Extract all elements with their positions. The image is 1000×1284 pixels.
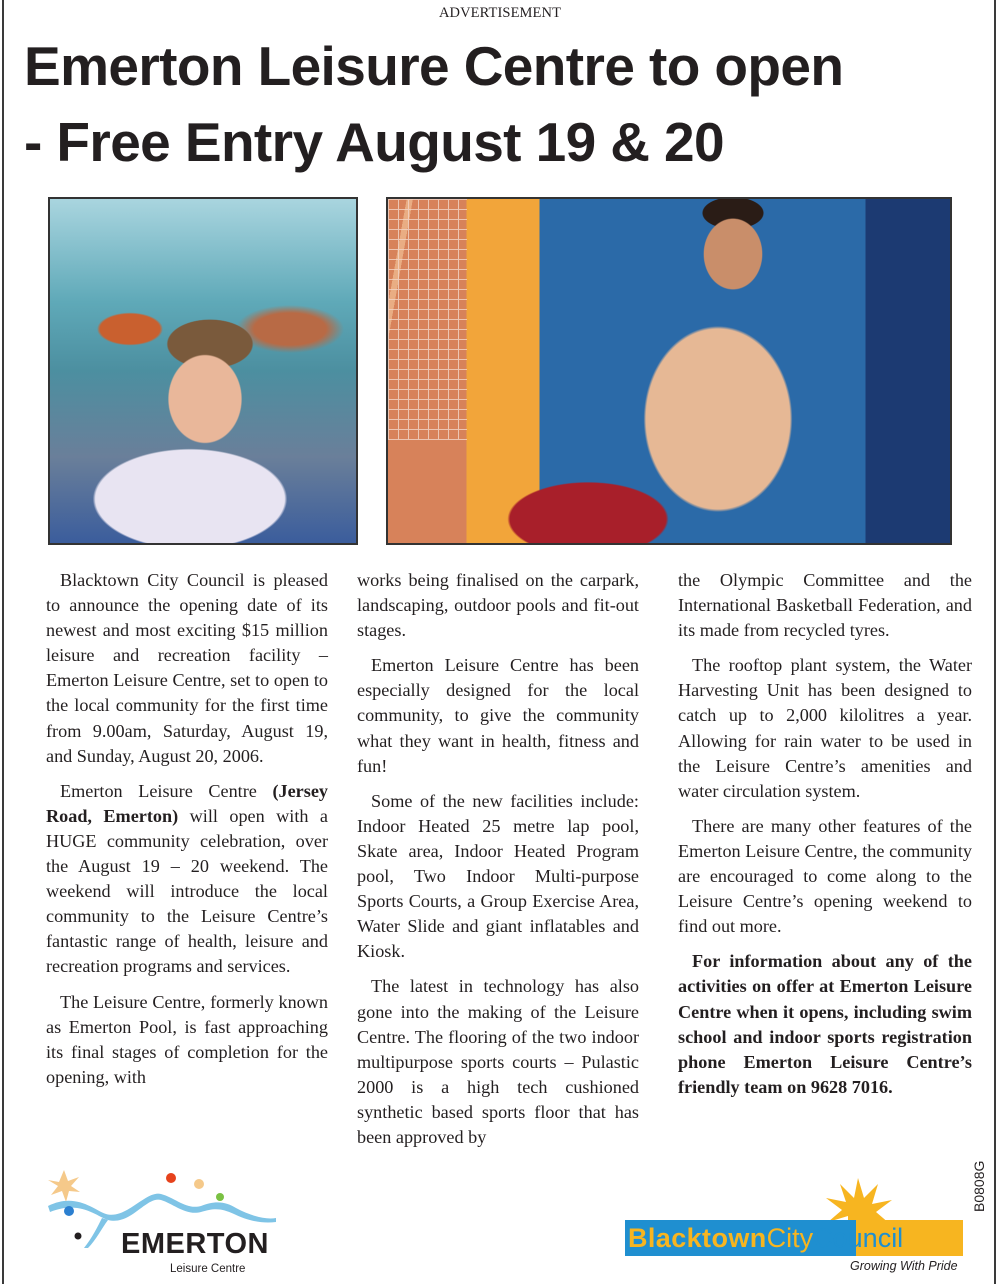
photo-boy-on-water-slide [386,197,952,545]
logo-word-blacktown: Blacktown [628,1223,767,1253]
ad-code: B0808G [971,1160,987,1212]
paragraph: The Leisure Centre, formerly known as Emerton Pool, is fast approaching its final stages of completion for the opening, with [46,991,328,1087]
text: Emerton Leisure Centre [60,780,273,801]
article-column-3 [678,568,972,1110]
paragraph: Some of the new facilities include: Indoor Heated 25 metre lap pool, Skate area, Indoor Heated Program pool, Two Indoor Multi-purpose Sports Courts, a Group Exercise Area, Water Slide and giant inflatables and Kiosk. [357,790,639,962]
logo-word-city: City [766,1223,814,1253]
paragraph: the Olympic Committee and the International Basketball Federation, and its made from recycled tyres. [678,570,972,641]
headline-line-2: - Free Entry August 19 & 20 [24,111,725,173]
headline-line-1: Emerton Leisure Centre to open [24,35,844,97]
photo-girl-in-pool [48,197,358,545]
logo-word-council: Council [813,1223,904,1253]
paragraph: Blacktown City Council is pleased to announce the opening date of its newest and most exciting $15 million leisure and recreation facility – Emerton Leisure Centre, set to open to the local community for the first time from 9.00am, Saturday, August 19, and Sunday, August 20, 2006. [46,570,328,766]
paragraph: Emerton Leisure Centre has been especially designed for the local community, to give the community what they want in health, fitness and fun! [357,655,639,776]
paragraph: The rooftop plant system, the Water Harvesting Unit has been designed to catch up to 2,000 kilolitres a year. Allowing for rain water to be used in the Leisure Centre’s amenities and water circulation system. [678,655,972,801]
address-bold: (Jersey Road, Emerton) [46,780,328,826]
advertisement-label: ADVERTISEMENT [438,5,562,21]
logo-wordmark [628,1221,903,1255]
blacktown-city-council-logo [625,1176,965,1284]
paragraph: works being finalised on the carpark, landscaping, outdoor pools and fit-out stages. [357,570,639,641]
emerton-logo-subtitle: Leisure Centre [170,1263,246,1275]
headline [24,28,984,180]
contact-paragraph [678,949,972,1100]
paragraph: There are many other features of the Emerton Leisure Centre, the community are encouraged to come along to the Leisure Centre’s opening weekend to find out more. [678,815,972,937]
logo-tagline: Growing With Pride [850,1259,958,1273]
paragraph [46,779,328,980]
paragraph: The latest in technology has also gone into the making of the Leisure Centre. The flooring of the two indoor multipurpose sports courts – Pulastic 2000 is a high tech cushioned synthetic based sports floor that has been approved by [357,976,639,1147]
text: will open with a HUGE community celebration, over the August 19 – 20 weekend. The weekend will introduce the local community to the Leisure Centre’s fantastic range of health, leisure and recreation programs and services. [46,805,329,977]
emerton-logo [36,1170,286,1275]
article-column-2 [357,568,639,1160]
contact-info-bold: For information about any of the activities on offer at Emerton Leisure Centre when it opens, including swim school and indoor sports registration phone Emerton Leisure Centre’s friendly team on 9628 7016. [678,951,972,1097]
emerton-logo-name: EMERTON [121,1228,269,1260]
article-column-1 [46,568,328,1100]
